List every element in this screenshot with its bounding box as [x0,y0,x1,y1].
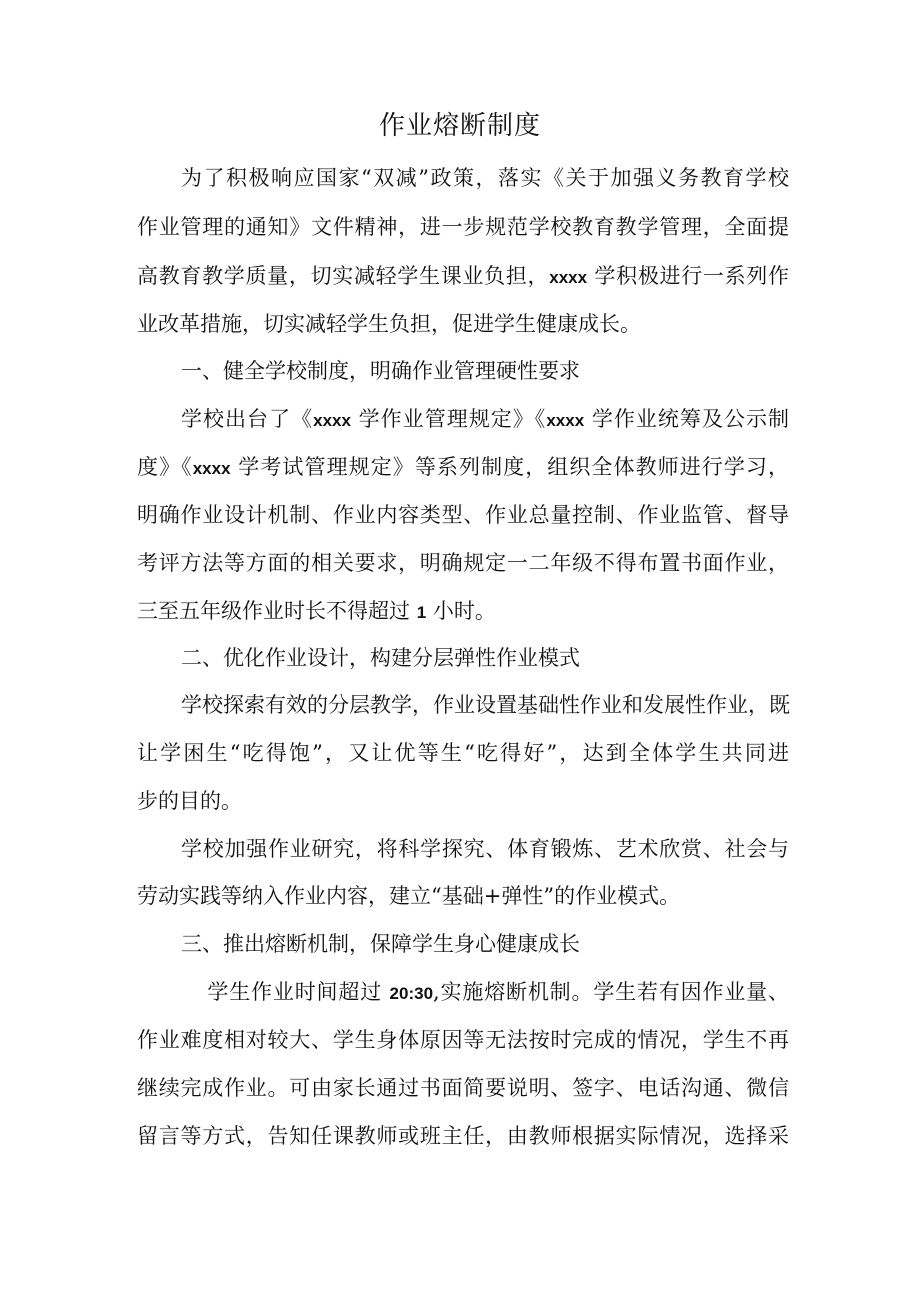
paragraph-line: 让学困生“吃得饱”，又让优等生“吃得好”，达到全体学生共同进 [137,741,789,765]
paragraph-line: 留言等方式，告知任课教师或班主任，由教师根据实际情况，选择采 [137,1124,789,1148]
paragraph-line: 高教育教学质量，切实减轻学生课业负担，xxxx 学积极进行一系列作 [137,264,789,288]
paragraph-line: 作业难度相对较大、学生身体原因等无法按时完成的情况，学生不再 [137,1028,789,1052]
paragraph-line: 明确作业设计机制、作业内容类型、作业总量控制、作业监管、督导 [137,503,789,527]
document-title: 作业熔断制度 [378,111,541,141]
paragraph-line: 为了积极响应国家“双减”政策，落实《关于加强义务教育学校 [181,166,789,190]
paragraph-line: 学校加强作业研究，将科学探究、体育锻炼、艺术欣赏、社会与 [181,837,789,861]
paragraph-line: 业改革措施，切实减轻学生负担，促进学生健康成长。 [137,312,641,336]
paragraph-line: 学校出台了《xxxx 学作业管理规定》《xxxx 学作业统筹及公示制 [181,407,789,431]
paragraph-line: 步的目的。 [137,789,242,813]
paragraph-line: 学生作业时间超过 20:30,实施熔断机制。学生若有因作业量、 [207,980,789,1004]
paragraph-line: 劳动实践等纳入作业内容，建立“基础+弹性”的作业模式。 [137,884,681,908]
paragraph-line: 三至五年级作业时长不得超过 1 小时。 [137,599,496,623]
paragraph-line: 作业管理的通知》文件精神，进一步规范学校教育教学管理，全面提 [137,215,789,239]
paragraph-line: 三、推出熔断机制，保障学生身心健康成长 [181,932,580,956]
paragraph-line: 一、健全学校制度，明确作业管理硬性要求 [181,359,580,383]
paragraph-line: 考评方法等方面的相关要求，明确规定一二年级不得布置书面作业， [137,551,789,575]
paragraph-line: 学校探索有效的分层教学，作业设置基础性作业和发展性作业，既 [181,693,790,717]
paragraph-line: 二、优化作业设计，构建分层弹性作业模式 [181,646,580,670]
paragraph-line: 度》《xxxx 学考试管理规定》等系列制度，组织全体教师进行学习， [137,455,789,479]
paragraph-line: 继续完成作业。可由家长通过书面简要说明、签字、电话沟通、微信 [137,1076,789,1100]
